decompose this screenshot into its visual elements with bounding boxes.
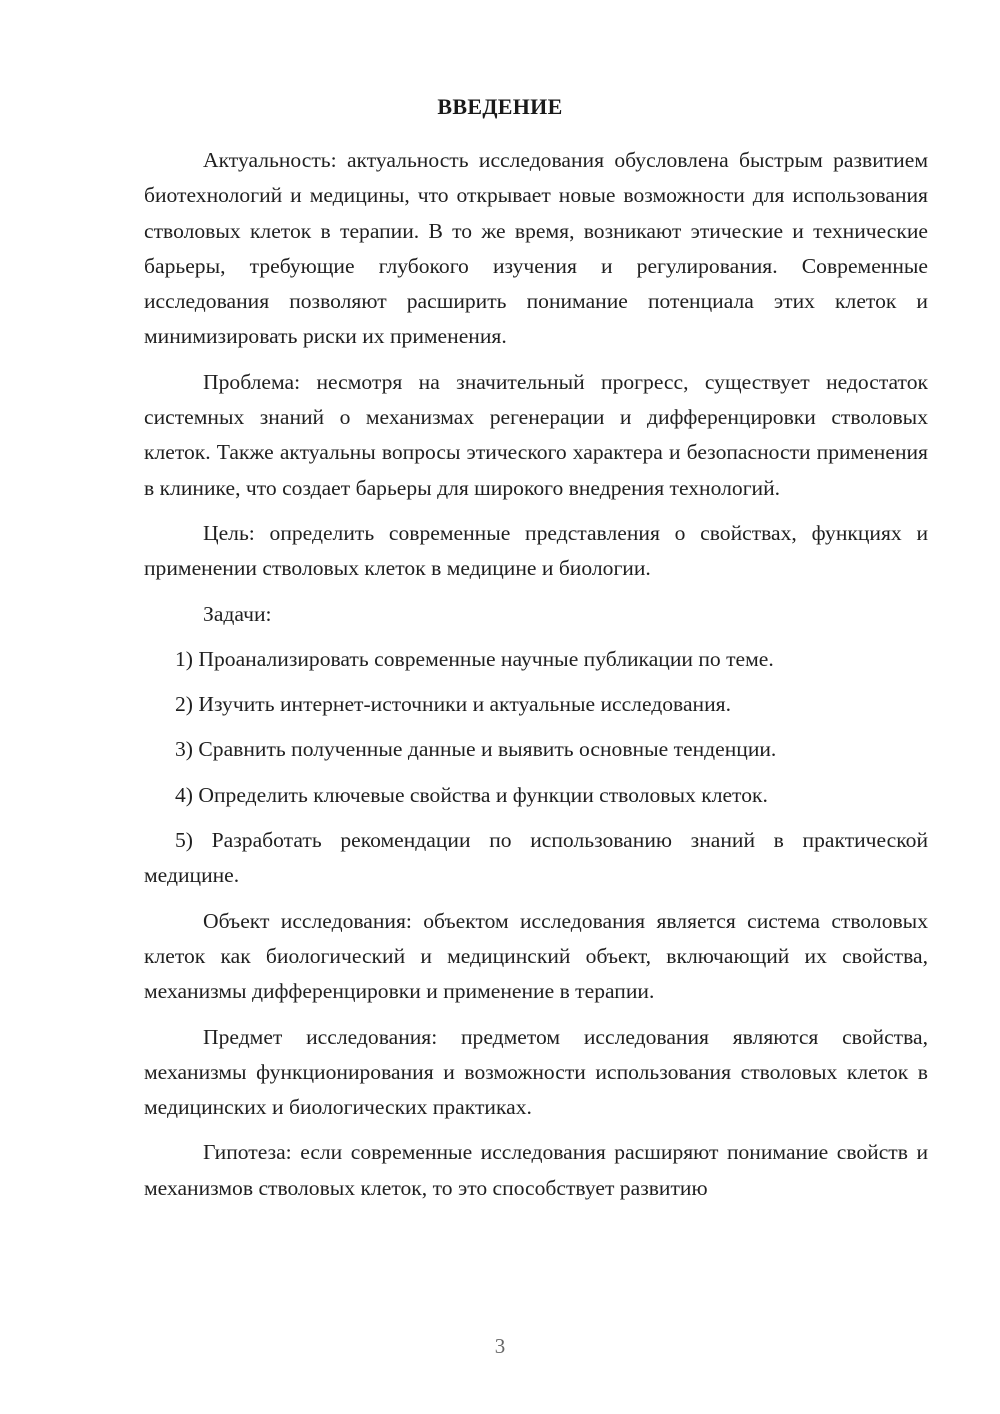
task-item-5: 5) Разработать рекомендации по использованию знаний в практической медицине. bbox=[144, 828, 928, 888]
paragraph-subject: Предмет исследования: предметом исследования являются свойства, механизмы функционирования и возможности использования стволовых клеток в медицинских и биологических практиках. bbox=[144, 1024, 928, 1120]
paragraph-goal: Цель: определить современные представления о свойствах, функциях и применении стволовых клеток в медицине и биологии. bbox=[144, 520, 928, 581]
page-title: ВВЕДЕНИЕ bbox=[437, 94, 563, 119]
paragraph-problem: Проблема: несмотря на значительный прогресс, существует недостаток системных знаний о механизмах регенерации и дифференцировки стволовых клеток. Также актуальны вопросы этического характера и безопасности применения в клинике, что создает барьеры для широкого внедрения технологий. bbox=[144, 369, 928, 500]
task-item-1: 1) Проанализировать современные научные публикации по теме. bbox=[175, 646, 774, 671]
task-item-3: 3) Сравнить полученные данные и выявить основные тенденции. bbox=[175, 737, 777, 762]
task-item-2: 2) Изучить интернет-источники и актуальные исследования. bbox=[175, 692, 731, 717]
paragraph-hypothesis: Гипотеза: если современные исследования расширяют понимание свойств и механизмов стволовых клеток, то это способствует развитию bbox=[144, 1140, 928, 1200]
document-body bbox=[144, 143, 928, 1216]
page-number: 3 bbox=[494, 1334, 506, 1358]
paragraph-relevance: Актуальность: актуальность исследования обусловлена быстрым развитием биотехнологий и медицины, что открывает новые возможности для использования стволовых клеток в терапии. В то же время, возникают этические и технические барьеры, требующие глубокого изучения и регулирования. Современные исследования позволяют расширить понимание потенциала этих клеток и минимизировать риски их применения. bbox=[144, 148, 928, 349]
tasks-heading: Задачи: bbox=[203, 601, 272, 626]
paragraph-object: Объект исследования: объектом исследования является система стволовых клеток как биологический и медицинский объект, включающий их свойства, механизмы дифференцировки и применение в терапии. bbox=[144, 908, 928, 1004]
task-item-4: 4) Определить ключевые свойства и функции стволовых клеток. bbox=[175, 782, 768, 807]
